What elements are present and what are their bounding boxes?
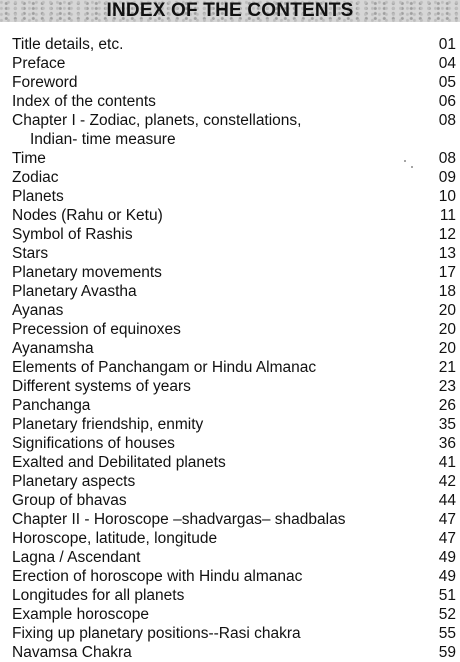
toc-entry	[12, 244, 456, 263]
toc-entry-title: Planetary friendship, enmity	[12, 416, 204, 433]
toc-entry-page: 08	[438, 150, 456, 167]
toc-entry-title: Horoscope, latitude, longitude	[12, 530, 218, 547]
toc-entry-page: 20	[438, 302, 456, 319]
toc-entry-title: Fixing up planetary positions--Rasi chakra	[12, 625, 301, 642]
toc-entry-page: 18	[438, 283, 456, 300]
toc-entry-title: Elements of Panchangam or Hindu Almanac	[12, 359, 317, 376]
toc-entry-title: Navamsa Chakra	[12, 644, 132, 661]
toc-entry-page: 41	[438, 454, 456, 471]
toc-entry-title: Nodes (Rahu or Ketu)	[12, 207, 163, 224]
toc-entry-page: 11	[439, 207, 456, 224]
toc-entry-title-line2: Indian- time measure	[30, 131, 176, 148]
toc-entry-page: 20	[438, 321, 456, 338]
toc-entry	[12, 548, 456, 567]
toc-entry-title: Title details, etc.	[12, 36, 124, 53]
toc-entry-title: Planets	[12, 188, 64, 205]
toc-entry-page: 08	[438, 112, 456, 129]
toc-entry	[12, 377, 456, 396]
toc-entry-page: 13	[438, 245, 456, 262]
toc-entry-title: Preface	[12, 55, 66, 72]
toc-entry-page: 21	[438, 359, 456, 376]
toc-entry-page: 23	[438, 378, 456, 395]
toc-entry-page: 17	[438, 264, 456, 281]
toc-entry-title: Planetary Avastha	[12, 283, 137, 300]
toc-entry-page: 06	[438, 93, 456, 110]
toc-entry-page: 09	[438, 169, 456, 186]
toc-entry	[12, 643, 456, 662]
toc-entry-title: Ayanamsha	[12, 340, 94, 357]
toc-entry	[12, 263, 456, 282]
toc-entry	[12, 415, 456, 434]
toc-entry-title: Ayanas	[12, 302, 64, 319]
toc-entry-title: Group of bhavas	[12, 492, 127, 509]
toc-entry-page: 55	[438, 625, 456, 642]
toc-entry-title: Stars	[12, 245, 49, 262]
toc-entry	[12, 54, 456, 73]
toc-entry	[12, 149, 456, 168]
toc-entry	[12, 396, 456, 415]
toc-entry	[12, 472, 456, 491]
toc-entry-page: 47	[438, 511, 456, 528]
toc-entry-page: 04	[438, 55, 456, 72]
toc-entry-title: Longitudes for all planets	[12, 587, 185, 604]
toc-entry-page: 49	[438, 549, 456, 566]
toc-entry	[12, 339, 456, 358]
toc-entry	[12, 35, 456, 54]
toc-entry-chapter	[12, 111, 456, 149]
toc-entry-title: Chapter II - Horoscope –shadvargas– shadbalas	[12, 511, 346, 528]
toc-entry-title: Example horoscope	[12, 606, 149, 623]
toc-entry-page: 12	[438, 226, 456, 243]
toc-entry-page: 52	[438, 606, 456, 623]
toc-entry-page: 42	[438, 473, 456, 490]
toc-entry	[12, 206, 456, 225]
toc-entry	[12, 529, 456, 548]
toc-entry	[12, 434, 456, 453]
toc-entry	[12, 491, 456, 510]
page-title: INDEX OF THE CONTENTS	[106, 0, 354, 21]
toc-entry-title: Precession of equinoxes	[12, 321, 181, 338]
toc-entry	[12, 187, 456, 206]
toc-entry-title: Zodiac	[12, 169, 59, 186]
toc-entry-page: 36	[438, 435, 456, 452]
toc-entry-title-line1: Chapter I - Zodiac, planets, constellations,	[12, 112, 302, 129]
toc-entry-page: 26	[438, 397, 456, 414]
toc-entry-page: 44	[438, 492, 456, 509]
toc-entry-title: Index of the contents	[12, 93, 156, 110]
toc-entry-title: Exalted and Debilitated planets	[12, 454, 226, 471]
toc-entry-page: 20	[438, 340, 456, 357]
toc-entry	[12, 586, 456, 605]
toc-entry	[12, 73, 456, 92]
toc-entry-title: Symbol of Rashis	[12, 226, 133, 243]
toc-entry-page: 10	[438, 188, 456, 205]
toc-entry	[12, 320, 456, 339]
toc-entry	[12, 453, 456, 472]
toc-entry-title: Lagna / Ascendant	[12, 549, 141, 566]
toc-entry-title	[12, 111, 372, 149]
toc-entry-page: 35	[438, 416, 456, 433]
toc-entry	[12, 358, 456, 377]
toc-entry-chapter	[12, 510, 456, 529]
toc-entry	[12, 225, 456, 244]
toc-entry-title: Significations of houses	[12, 435, 175, 452]
toc-entry-title: Panchanga	[12, 397, 91, 414]
toc-entry-title: Foreword	[12, 74, 78, 91]
toc-entry-title: Planetary aspects	[12, 473, 136, 490]
toc-entry	[12, 567, 456, 586]
toc-entry-title: Planetary movements	[12, 264, 162, 281]
toc-entry-title: Time	[12, 150, 46, 167]
toc-entry	[12, 301, 456, 320]
toc-entry	[12, 605, 456, 624]
toc-entry-page: 59	[438, 644, 456, 661]
toc-entry-page: 05	[438, 74, 456, 91]
toc-entry-page: 51	[438, 587, 456, 604]
toc-entry-page: 49	[438, 568, 456, 585]
toc-entry-page: 01	[438, 36, 456, 53]
toc-entry-page: 47	[438, 530, 456, 547]
toc-entry-title: Different systems of years	[12, 378, 191, 395]
toc-entry	[12, 92, 456, 111]
scan-speck	[404, 160, 406, 162]
scan-speck	[411, 166, 413, 168]
toc-entry	[12, 282, 456, 301]
toc-entry	[12, 624, 456, 643]
toc-entry-title: Erection of horoscope with Hindu almanac	[12, 568, 303, 585]
toc-entry	[12, 168, 456, 187]
